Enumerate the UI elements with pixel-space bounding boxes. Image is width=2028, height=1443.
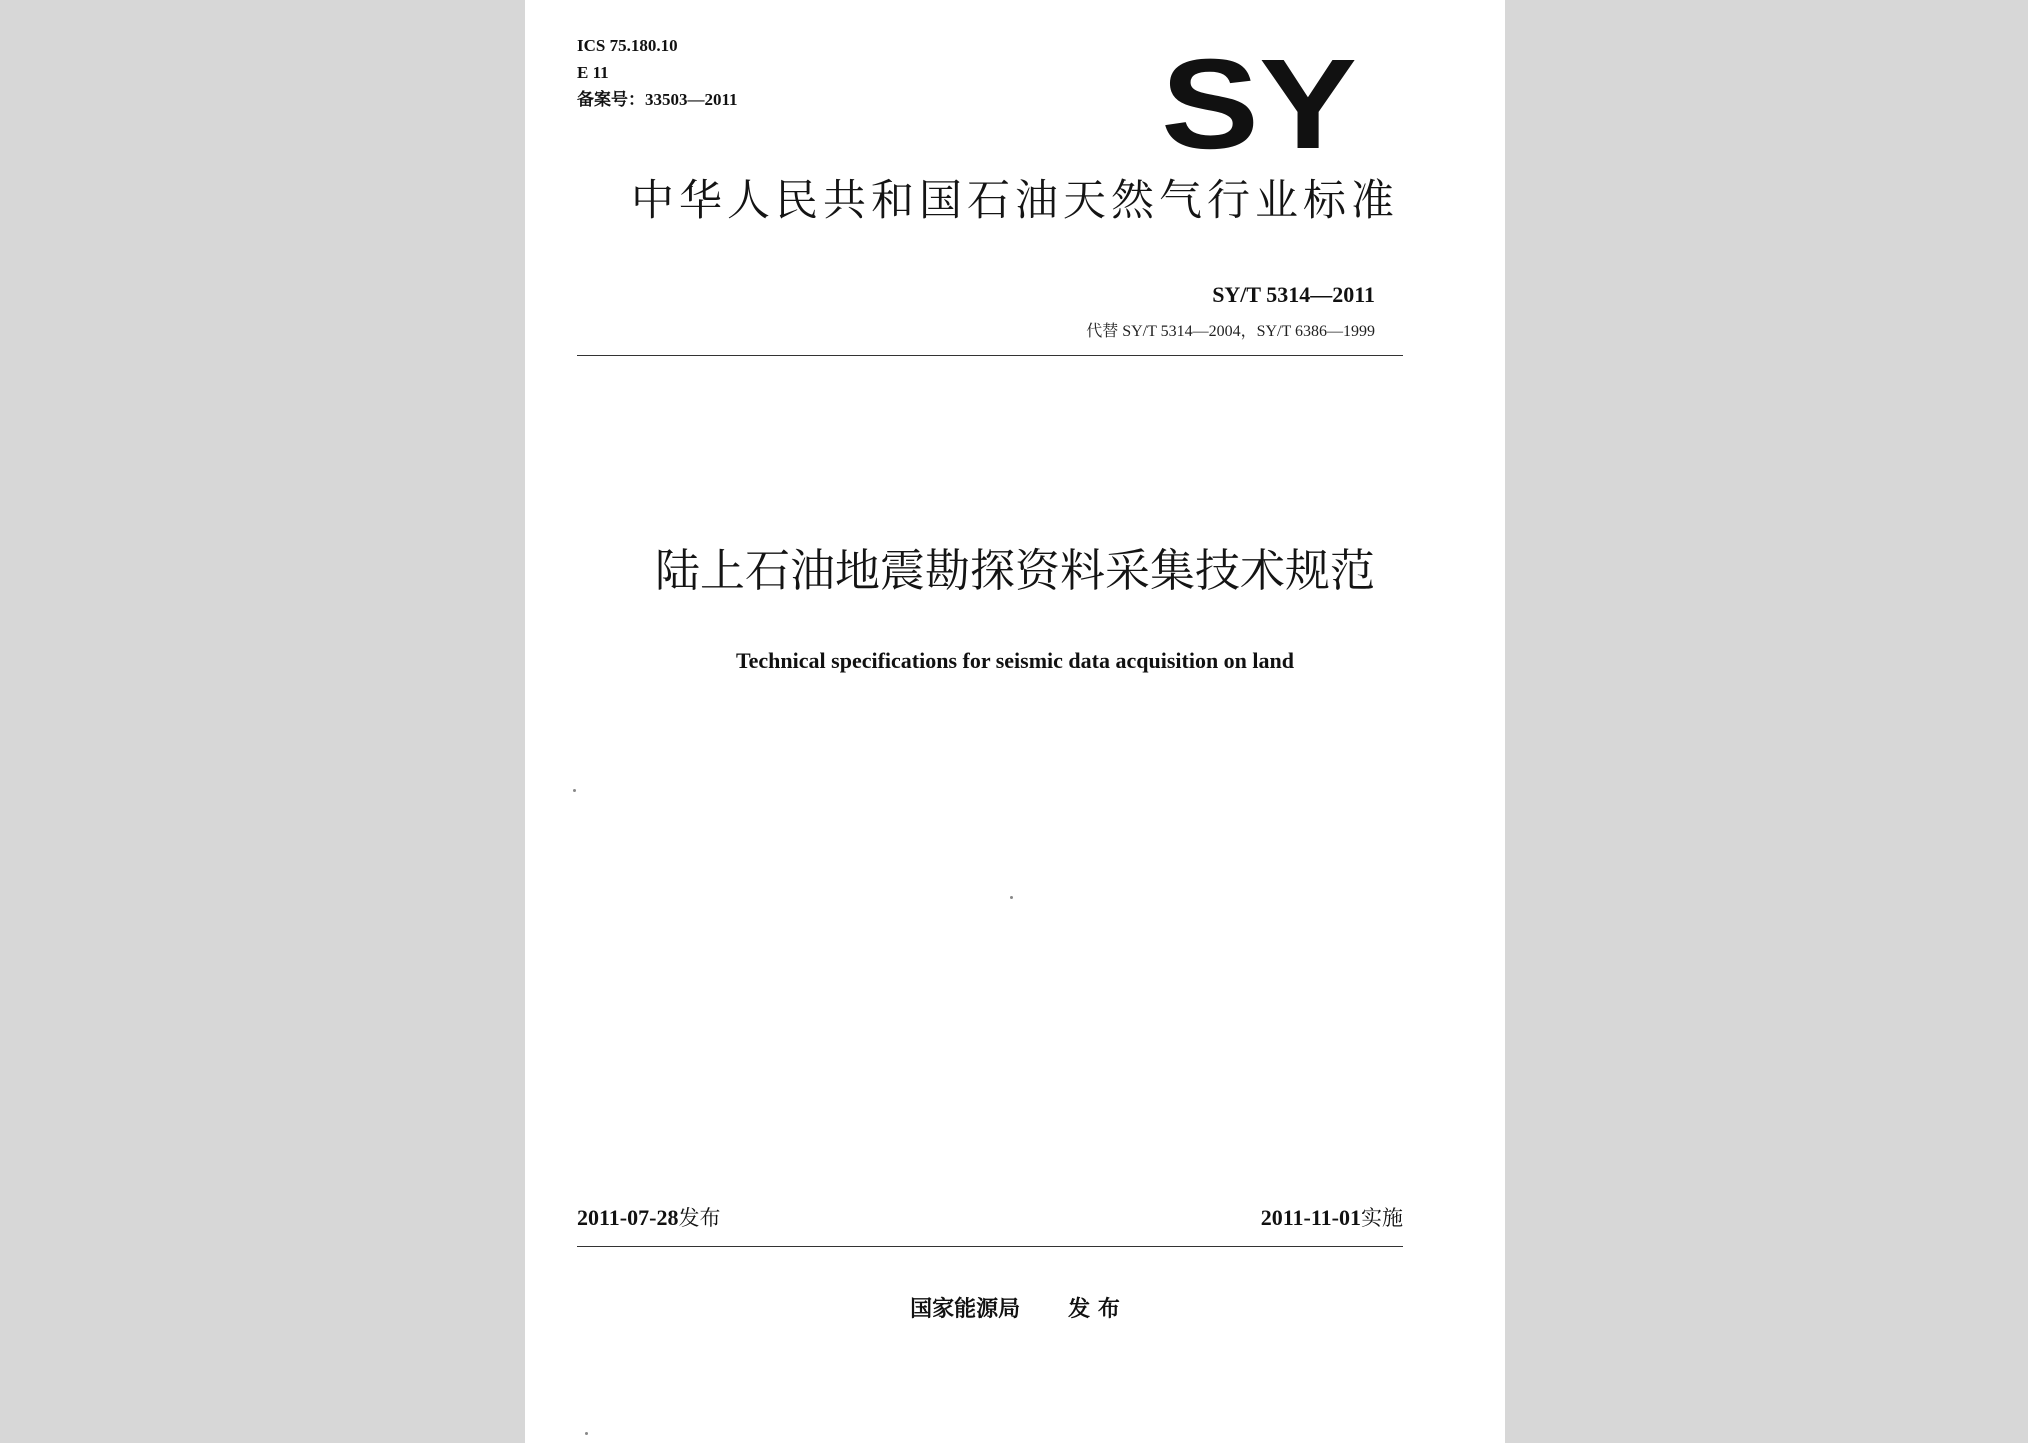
document-page	[525, 0, 1505, 1443]
publish-date	[577, 1202, 720, 1232]
standard-number: SY/T 5314—2011	[1212, 282, 1375, 307]
sy-logo	[1153, 44, 1365, 156]
document-title: 陆上石油地震勘探资料采集技术规范	[654, 544, 1375, 597]
sy-logo-text: SY	[1161, 44, 1357, 156]
scan-speck	[585, 1432, 588, 1435]
issuer-line	[525, 1292, 1505, 1323]
ics-code: ICS 75.180.10	[577, 36, 678, 55]
effective-date	[1261, 1202, 1403, 1232]
document-title-english: Technical specifications for seismic data acquisition on land	[736, 648, 1294, 673]
filing-number: 备案号：33503—2011	[577, 90, 738, 109]
scan-speck	[1010, 896, 1013, 899]
effective-label: 实施	[1361, 1206, 1403, 1230]
publish-label: 发布	[678, 1206, 721, 1230]
publish-date-value: 2011-07-28	[577, 1205, 679, 1230]
effective-date-value: 2011-11-01	[1260, 1205, 1361, 1230]
issue-action: 发 布	[1068, 1297, 1120, 1322]
masthead: 中华人民共和国石油天然气行业标准	[631, 176, 1399, 226]
bottom-divider	[577, 1246, 1403, 1247]
issuing-authority: 国家能源局	[910, 1297, 1021, 1322]
scan-speck	[573, 789, 576, 792]
ccs-code: E 11	[577, 63, 609, 82]
replaces-standards: 代替 SY/T 5314—2004，SY/T 6386—1999	[1086, 323, 1375, 340]
top-divider	[577, 355, 1403, 356]
